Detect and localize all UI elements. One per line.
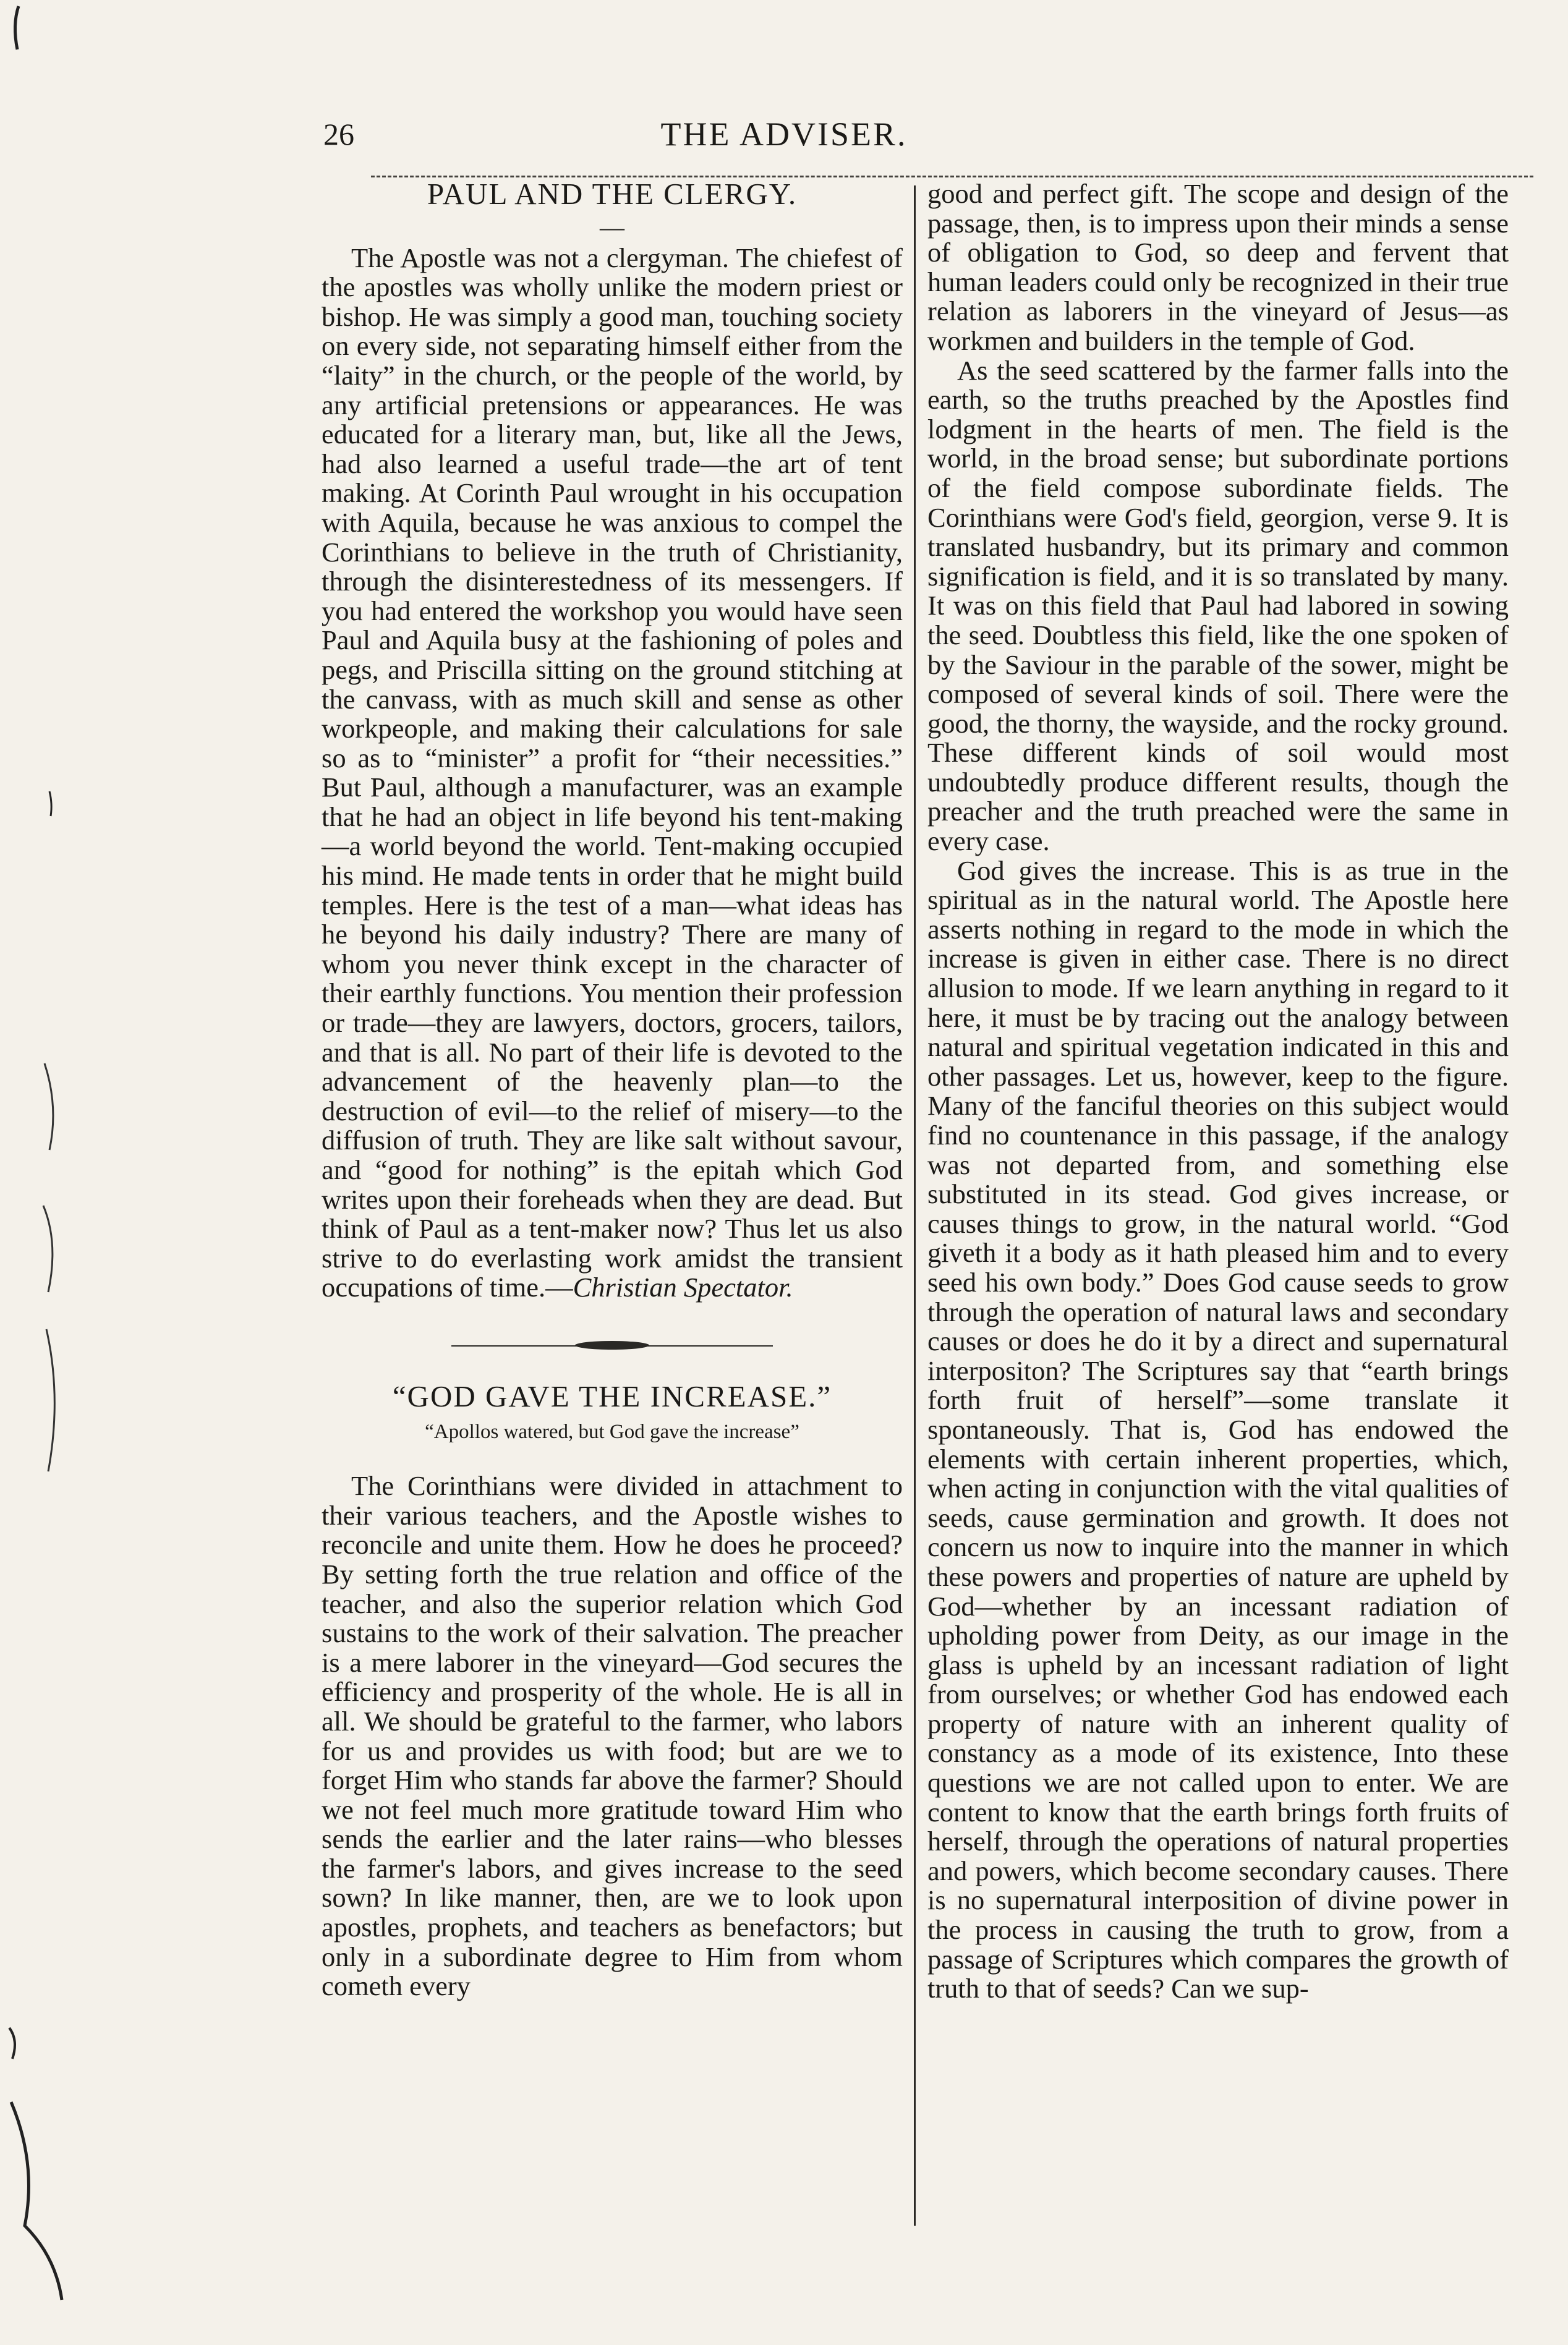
left-column	[322, 179, 903, 2001]
article-body-increase-part1: The Corinthians were divided in attachment to their various teachers, and the Apostle wishes to reconcile and unite them. How he does he proceed? By setting forth the true relation and office of the teacher, and also the superior relation which God sustains to the work of their salvation. The preacher is a mere laborer in the vineyard—God secures the efficiency and prosperity of the whole. He is all in all. We should be grateful to the farmer, who labors for us and provides us with food; but are we to forget Him who stands far above the farmer? Should we not feel much more gratitude toward Him who sends the earlier and the later rains—who blesses the farmer's labors, and gives increase to the seed sown? In like manner, then, are we to look upon apostles, prophets, and teachers as benefactors; but only in a subordinate degree to Him from whom cometh every	[322, 1470, 903, 2002]
page-number: 26	[323, 117, 354, 151]
right-column	[927, 179, 1509, 2004]
paragraph-seed: As the seed scattered by the farmer falls into the earth, so the truths preached by the Apostles find lodgment in the hearts of men. The field is the world, in the broad sense; but subordinate portions of the field compose subordinate fields. The Corinthians were God's field, georgion, verse 9. It is translated husbandry, but its primary and common signification is field, and it is so translated by many. It was on this field that Paul had labored in sowing the seed. Doubtless this field, like the one spoken of by the Saviour in the parable of the sower, might be composed of several kinds of soil. There were the good, the thorny, the wayside, and the rocky ground. These different kinds of soil would most undoubtedly produce different results, though the preacher and the truth preached were the same in every case.	[927, 354, 1509, 857]
paragraph-god-gives: God gives the increase. This is as true in the spiritual as in the natural world. The Apostle here asserts nothing in regard to the mode in which the increase is given in either case. There is no direct allusion to mode. If we learn anything in regard to it here, it must be by tracing out the analogy between natural and spiritual vegetation indicated in this and other passages. Let us, however, keep to the figure. Many of the fanciful theories on this subject would find no countenance in this passage, if the analogy was not departed from, and something else substituted in its stead. God gives increase, or causes things to grow, in the natural world. “God giveth it a body as it hath pleased him and to every seed his own body.” Does God cause seeds to grow through the operation of natural laws and secondary causes or does he do it by a direct and supernatural interpositon? The Scriptures say that “earth brings forth fruit of herself”—some translate it spontaneously. That is, God has endowed the elements with certain inherent properties, which, when acting in conjunction with the vital qualities of seeds, cause germination and growth. It does not concern us now to inquire into the manner in which these powers and properties of nature are upheld by God—whether by an incessant radiation of upholding power from Deity, as our image in the glass is upheld by an incessant radiation of light from ourselves; or whether God has endowed each property of nature with an inherent quality of constancy as a mode of its existence, Into these questions we are not called upon to enter. We are content to know that the earth brings forth fruits of herself, through the operations of natural properties and powers, which become secondary causes. There is no supernatural interposition of divine power in the process in causing the truth to grow, from a passage of Scriptures which compares the growth of truth to that of seeds? Can we sup-	[927, 854, 1509, 2004]
article-text: The Apostle was not a clergyman. The chiefest of the apostles was wholly unlike the modern priest or bishop. He was simply a good man, touching society on every side, not separating himself either from the “laity” in the church, or the people of the world, by any artificial pretensions or appearances. He was educated for a literary man, but, like all the Jews, had also learned a useful trade—the art of tent making. At Corinth Paul wrought in his occupation with Aquila, because he was anxious to compel the Corinthians to believe in the truth of Christianity, through the disinterestedness of its messengers. If you had entered the workshop you would have seen Paul and Aquila busy at the fashioning of poles and pegs, and Priscilla sitting on the ground stitching at the canvass, with as much skill and sense as other workpeople, and making their calculations for sale so as to “minister” a profit for “their necessities.” But Paul, although a manufacturer, was an example that he had an object in life beyond his tent-making—a world beyond the world. Tent-making occupied his mind. He made tents in order that he might build temples. Here is the test of a man—what ideas has he beyond his daily industry? There are many of whom you never think except in the character of their earthly functions. You mention their profession or trade—they are lawyers, doctors, grocers, tailors, and that is all. No part of their life is devoted to the advancement of the heavenly plan—to the destruction of evil—to the relief of misery—to the diffusion of truth. They are like salt without savour, and “good for nothing” is the epitah which God writes upon their foreheads when they are dead. But think of Paul as a tent-maker now? Thus let us also strive to do everlasting work amidst the transient occupations of time.—	[322, 242, 903, 1303]
article-title-paul: PAUL AND THE CLERGY.	[427, 177, 798, 211]
column-rule	[914, 185, 916, 2226]
article-attribution: Christian Spectator.	[573, 1272, 793, 1303]
ornamental-rule	[451, 1335, 773, 1357]
running-head: THE ADVISER.	[660, 116, 908, 153]
title-separator: —	[600, 213, 624, 241]
ornament-center	[575, 1341, 649, 1350]
article-body-increase-part2: good and perfect gift. The scope and design of the passage, then, is to impress upon their minds a sense of obligation to God, so deep and fervent that human leaders could only be recognized in their true relation as laborers in the vineyard of Jesus—as workmen and builders in the temple of God.	[927, 178, 1509, 356]
article-body-paul	[322, 244, 903, 1303]
margin-pencil-marks	[0, 0, 99, 2345]
article-title-increase: “GOD GAVE THE INCREASE.”	[392, 1379, 832, 1413]
article-epigraph: “Apollos watered, but God gave the increase”	[425, 1420, 799, 1443]
